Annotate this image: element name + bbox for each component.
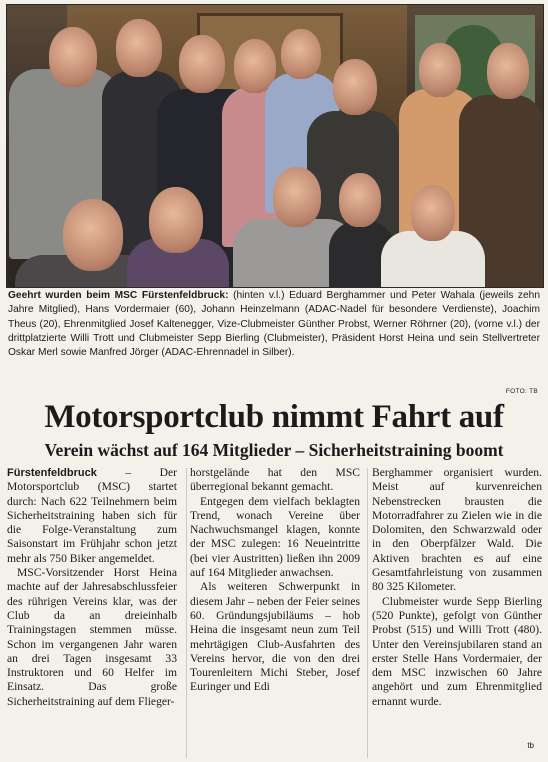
dateline: Fürstenfeldbruck [7, 467, 97, 479]
subheadline: Verein wächst auf 164 Mitglieder – Sicherheitstraining boomt [44, 440, 504, 460]
column-divider [367, 468, 368, 758]
headline: Motorsportclub nimmt Fahrt auf [44, 399, 504, 435]
article-column-2 [190, 466, 360, 695]
article-paragraph: Entgegen dem vielfach beklagten Trend, wonach Vereine über Nachwuchsmangel klagen, konnte der MSC zulegen: 16 Neueintritte (bei vier Austritten) ließen ihn 2009 auf 164 Mitglieder anwachsen. [190, 494, 360, 580]
caption-text: (hinten v.l.) Eduard Berghammer und Peter Wahala (jeweils zehn Jahre Mitglied), Hans Vordermaier (60), Johann Heinzelmann (ADAC-Nadel für besondere Verdienste), Joachim Theus (20), Ehrenmitglied Josef Kaltenegger, Vize-Clubmeister Günther Probst, Werner Röhrner (20), (vorne v.l.) der drittplatzierte Willi Trott und Clubmeister Sepp Bierling (Clubmeister), Präsident Horst Heina und sein Stellvertreter Oskar Merl sowie Manfred Jörger (ADAC-Ehrennadel in Silber). [8, 290, 540, 359]
author-signature: tb [527, 741, 534, 750]
paragraph-text: – Der Motorsportclub (MSC) startet durch: Nach 622 Teilnehmern beim Sicherheitstraining haben sich für die Folge-Veranstaltung zum Saisonstart im Frühjahr schon jetzt mehr als 750 Biker angemeldet. [7, 466, 177, 565]
photo-credit: FOTO: TB [505, 388, 538, 395]
article-column-1 [7, 466, 177, 709]
article-column-3 [372, 466, 542, 709]
article-paragraph: horstgelände hat den MSC überregional bekannt gemacht. [190, 466, 360, 494]
column-divider [186, 468, 187, 758]
article-paragraph: Als weiteren Schwerpunkt in diesem Jahr – neben der Feier seines 60. Gründungsjubiläums – hob Heina die insgesamt neun zum Teil mehrtägigen Club-Ausfahrten des Vereins hervor, die von den drei Tourenleitern Michi Steber, Josef Euringer und Edi [190, 580, 360, 694]
group-photo [6, 4, 544, 288]
article-paragraph: Berghammer organisiert wurden. Meist auf kurvenreichen Nebenstrecken brausten die Motorradfahrer zu Zielen wie in die Dolomiten, den Schwarzwald oder in den Oberpfälzer Wald. Die Aktiven brachten es auf eine Gesamtfahrleistung von zusammen 80 325 Kilometer. [372, 466, 542, 594]
photo-caption [8, 289, 540, 360]
article-paragraph: Clubmeister wurde Sepp Bierling (520 Punkte), gefolgt von Günther Probst (515) und Willi Trott (480). Unter den Vereinsjubilaren stand an erster Stelle Hans Vordermaier, der dem MSC inzwischen 60 Jahre angehört und zum Ehrenmitglied ernannt wurde. [372, 594, 542, 708]
article-paragraph: MSC-Vorsitzender Horst Heina machte auf der Jahresabschlussfeier des rührigen Vereins klar, was der Club da an dreieinhalb Trainingstagen stemmen müsse. Schon im vergangenen Jahr waren an drei Tagen insgesamt 33 Instruktoren und 60 Helfer im Einsatz. Das große Sicherheitstraining auf dem Flieger- [7, 566, 177, 708]
article-paragraph [7, 466, 177, 566]
caption-lead: Geehrt wurden beim MSC Fürstenfeldbruck: [8, 290, 229, 301]
